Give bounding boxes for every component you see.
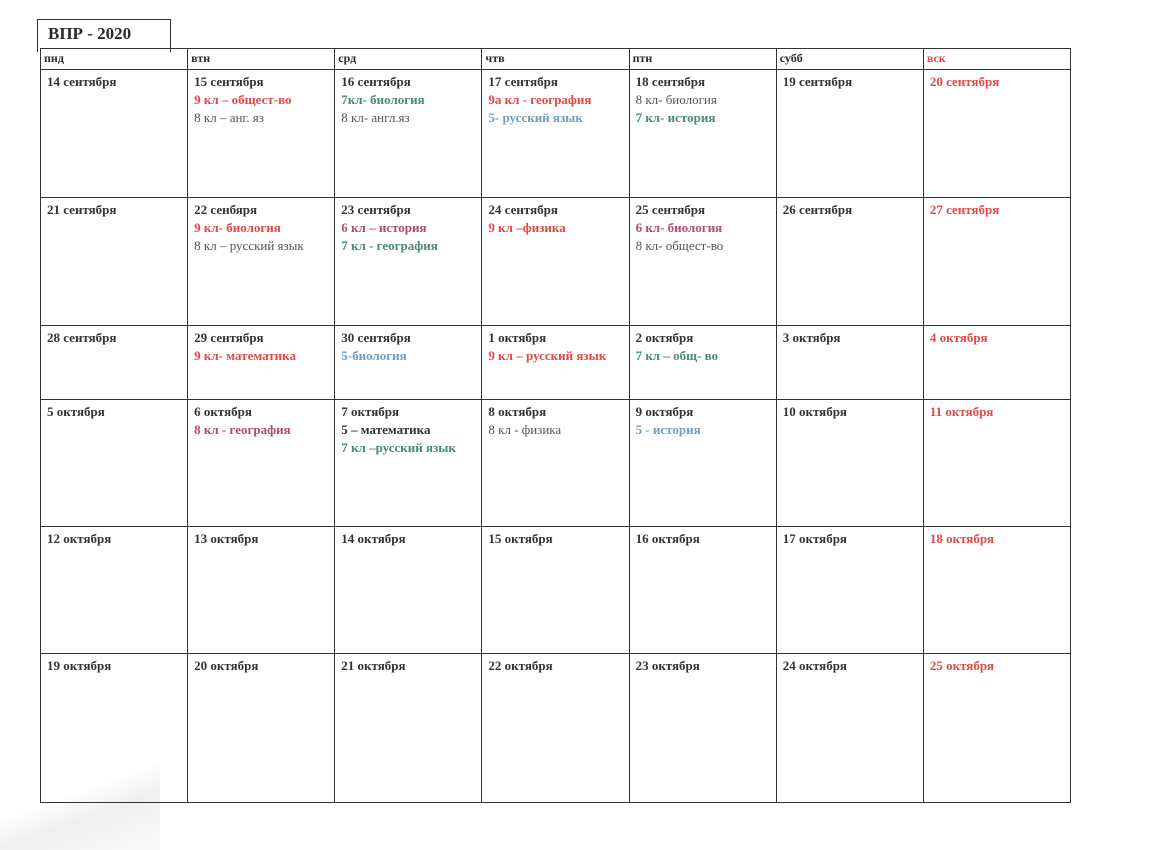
day-date: 9 октября xyxy=(635,404,694,419)
day-cell-wed xyxy=(335,654,482,803)
day-date: 21 октября xyxy=(341,658,406,673)
day-cell-thu xyxy=(482,70,629,198)
day-date: 11 октября xyxy=(929,404,994,419)
day-cell-fri xyxy=(629,527,776,654)
day-cell-tue xyxy=(188,654,335,803)
weekday-header-sun: вск xyxy=(923,49,1070,70)
day-date: 22 сенбяря xyxy=(194,202,258,217)
scan-fold-shadow xyxy=(0,760,160,850)
weekday-header-row xyxy=(41,49,1071,70)
day-cell-fri xyxy=(629,198,776,326)
day-cell-thu xyxy=(482,527,629,654)
day-cell-sun xyxy=(923,527,1070,654)
exam-entry: 9а кл - география xyxy=(488,92,592,107)
exam-entry: 9 кл – русский язык xyxy=(488,348,607,363)
exam-entry: 5 – математика xyxy=(341,422,431,437)
day-cell-sun xyxy=(923,654,1070,803)
weekday-header-thu: чтв xyxy=(482,49,629,70)
day-cell-wed xyxy=(335,70,482,198)
day-cell-wed xyxy=(335,198,482,326)
day-date: 8 октября xyxy=(488,404,547,419)
exam-entry: 8 кл - география xyxy=(194,422,291,437)
day-date: 5 октября xyxy=(47,404,105,419)
day-cell-sat xyxy=(776,400,923,527)
day-date: 6 октября xyxy=(194,404,252,419)
day-cell-sun xyxy=(923,70,1070,198)
day-date: 3 октября xyxy=(782,330,841,345)
day-cell-mon xyxy=(41,70,188,198)
exam-entry: 8 кл- англ.яз xyxy=(341,110,410,125)
exam-entry: 5 - история xyxy=(635,422,701,437)
day-date: 24 сентября xyxy=(488,202,558,217)
weekday-header-fri: птн xyxy=(629,49,776,70)
day-date: 16 сентября xyxy=(341,74,411,89)
day-cell-sat xyxy=(776,654,923,803)
day-date: 15 сентября xyxy=(194,74,264,89)
day-cell-sat xyxy=(776,70,923,198)
day-date: 14 сентября xyxy=(47,74,117,89)
day-cell-sat xyxy=(776,198,923,326)
day-cell-tue xyxy=(188,527,335,654)
day-date: 20 октября xyxy=(194,658,259,673)
exam-entry: 9 кл – общест-во xyxy=(194,92,292,107)
week-row xyxy=(41,198,1071,326)
day-date: 21 сентября xyxy=(47,202,117,217)
weekday-header-wed: срд xyxy=(335,49,482,70)
day-cell-sun xyxy=(923,198,1070,326)
day-date: 19 сентября xyxy=(782,74,853,89)
weekday-header-mon: пнд xyxy=(41,49,188,70)
exam-entry: 6 кл – история xyxy=(341,220,427,235)
day-cell-fri xyxy=(629,70,776,198)
day-cell-thu xyxy=(482,654,629,803)
day-cell-wed xyxy=(335,326,482,400)
day-cell-sun xyxy=(923,400,1070,527)
document-title: ВПР - 2020 xyxy=(37,19,171,52)
week-row xyxy=(41,527,1071,654)
exam-entry: 7 кл – общ- во xyxy=(635,348,719,363)
week-row xyxy=(41,70,1071,198)
day-cell-wed xyxy=(335,400,482,527)
day-cell-wed xyxy=(335,527,482,654)
day-cell-fri xyxy=(629,400,776,527)
day-date: 18 октября xyxy=(929,531,995,546)
day-date: 17 сентября xyxy=(488,74,558,89)
day-date: 25 сентября xyxy=(635,202,706,217)
exam-entry: 8 кл- биология xyxy=(635,92,717,107)
day-date: 23 сентября xyxy=(341,202,411,217)
day-date: 12 октября xyxy=(47,531,112,546)
week-row xyxy=(41,400,1071,527)
day-cell-thu xyxy=(482,198,629,326)
day-cell-fri xyxy=(629,654,776,803)
day-cell-sat xyxy=(776,527,923,654)
exam-entry: 9 кл –физика xyxy=(488,220,566,235)
exam-entry: 8 кл - физика xyxy=(488,422,562,437)
day-date: 24 октября xyxy=(782,658,847,673)
day-date: 25 октября xyxy=(929,658,995,673)
exam-entry: 8 кл – анг. яз xyxy=(194,110,264,125)
weekday-header-sat: субб xyxy=(776,49,923,70)
day-date: 14 октября xyxy=(341,531,406,546)
day-cell-tue xyxy=(188,198,335,326)
exam-entry: 5- русский язык xyxy=(488,110,583,125)
day-date: 19 октября xyxy=(47,658,112,673)
day-date: 2 октября xyxy=(635,330,694,345)
exam-entry: 6 кл- биология xyxy=(635,220,723,235)
weekday-header-tue: втн xyxy=(188,49,335,70)
day-cell-tue xyxy=(188,70,335,198)
day-date: 30 сентября xyxy=(341,330,411,345)
day-date: 26 сентября xyxy=(782,202,853,217)
exam-entry: 7 кл- история xyxy=(635,110,716,125)
exam-entry: 7 кл –русский язык xyxy=(341,440,456,455)
day-cell-sat xyxy=(776,326,923,400)
calendar-table xyxy=(40,48,1071,803)
exam-entry: 9 кл- биология xyxy=(194,220,281,235)
day-date: 22 октября xyxy=(488,658,553,673)
day-cell-tue xyxy=(188,400,335,527)
day-date: 16 октября xyxy=(635,531,700,546)
week-row xyxy=(41,654,1071,803)
day-cell-mon xyxy=(41,198,188,326)
day-cell-thu xyxy=(482,326,629,400)
exam-entry: 8 кл- общест-во xyxy=(635,238,724,253)
day-date: 17 октября xyxy=(782,531,847,546)
exam-entry: 7 кл - география xyxy=(341,238,438,253)
day-cell-fri xyxy=(629,326,776,400)
day-cell-mon xyxy=(41,527,188,654)
day-date: 15 октября xyxy=(488,531,553,546)
day-date: 10 октября xyxy=(782,404,847,419)
day-date: 28 сентября xyxy=(47,330,117,345)
week-row xyxy=(41,326,1071,400)
exam-entry: 5-биология xyxy=(341,348,407,363)
day-date: 23 октября xyxy=(635,658,700,673)
exam-entry: 8 кл – русский язык xyxy=(194,238,304,253)
exam-entry: 7кл- биология xyxy=(341,92,425,107)
day-cell-thu xyxy=(482,400,629,527)
day-date: 4 октября xyxy=(929,330,988,345)
day-date: 7 октября xyxy=(341,404,400,419)
day-date: 13 октября xyxy=(194,531,259,546)
day-cell-mon xyxy=(41,400,188,527)
day-date: 18 сентября xyxy=(635,74,706,89)
day-cell-sun xyxy=(923,326,1070,400)
day-date: 29 сентября xyxy=(194,330,264,345)
day-cell-tue xyxy=(188,326,335,400)
exam-entry: 9 кл- математика xyxy=(194,348,296,363)
day-date: 1 октября xyxy=(488,330,547,345)
day-date: 20 сентября xyxy=(929,74,1000,89)
day-cell-mon xyxy=(41,326,188,400)
day-date: 27 сентября xyxy=(929,202,1000,217)
